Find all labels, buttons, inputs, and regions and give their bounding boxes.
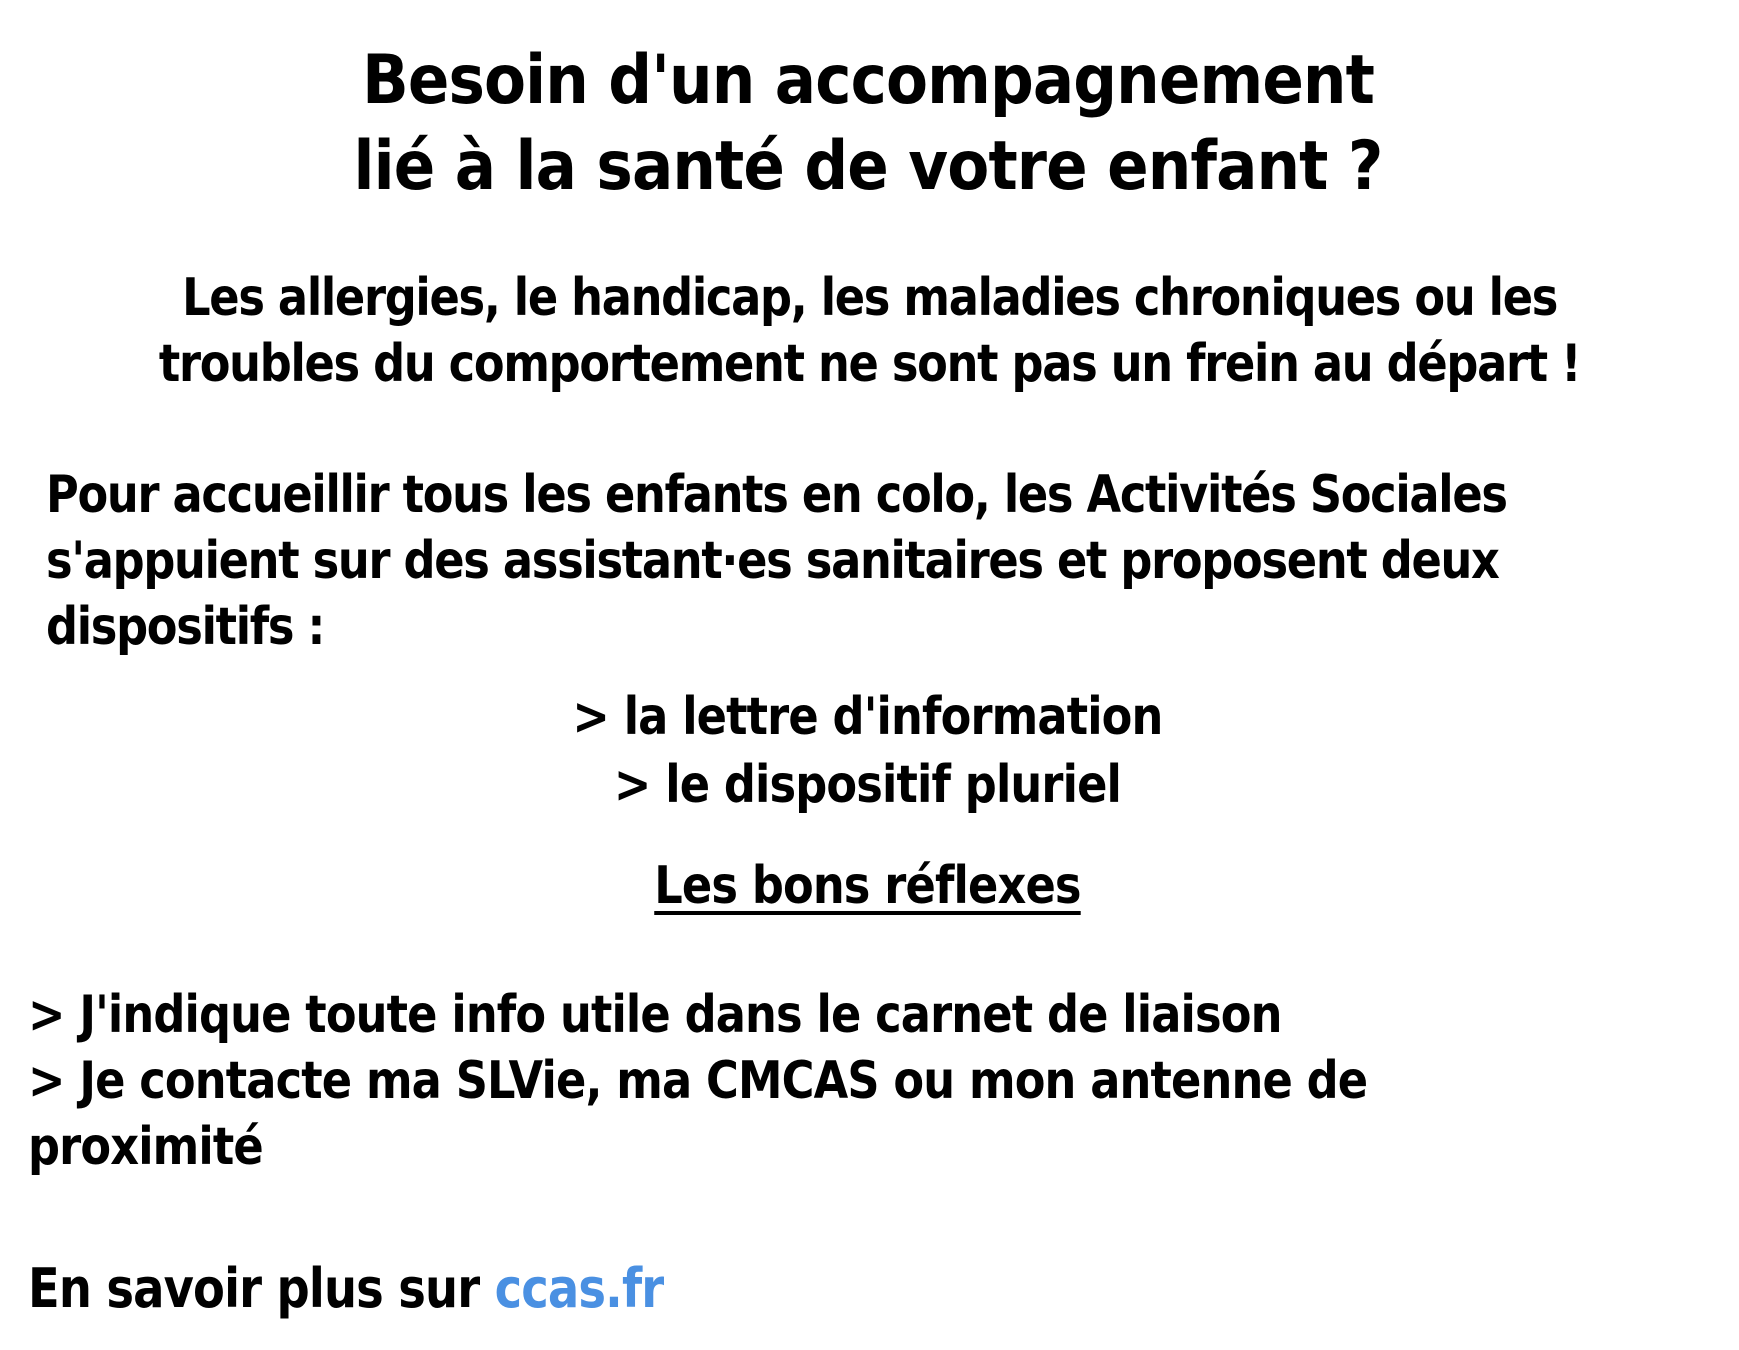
learn-more-prefix: En savoir plus sur — [28, 1257, 495, 1320]
device-item: > le dispositif pluriel — [613, 755, 1122, 815]
devices-list — [120, 683, 1616, 819]
reflex-item: proximité — [28, 1117, 263, 1177]
reflex-item: > J'indique toute info utile dans le carnet de liaison — [28, 985, 1282, 1045]
title-line-2: lié à la santé de votre enfant ? — [353, 127, 1383, 206]
intro-line-1: Les allergies, le handicap, les maladies chroniques ou les — [182, 268, 1558, 328]
learn-more — [28, 1254, 1060, 1324]
page-title — [86, 38, 1651, 210]
intro-line-2: troubles du comportement ne sont pas un frein au départ ! — [158, 334, 1581, 394]
description-paragraph — [46, 462, 1508, 660]
reflexes-list — [28, 982, 1507, 1180]
device-item: > la lettre d'information — [572, 687, 1163, 747]
intro-text — [122, 265, 1618, 397]
paragraph-line-2: s'appuient sur des assistant·es sanitaires et proposent deux — [46, 531, 1499, 591]
reflexes-heading-text: Les bons réflexes — [654, 856, 1081, 916]
title-line-1: Besoin d'un accompagnement — [362, 41, 1374, 120]
paragraph-line-1: Pour accueillir tous les enfants en colo, les Activités Sociales — [46, 465, 1507, 525]
paragraph-line-3: dispositifs : — [46, 597, 325, 657]
reflexes-heading — [120, 852, 1616, 920]
ccas-link[interactable]: ccas.fr — [494, 1257, 664, 1320]
reflex-item: > Je contacte ma SLVie, ma CMCAS ou mon antenne de — [28, 1051, 1368, 1111]
